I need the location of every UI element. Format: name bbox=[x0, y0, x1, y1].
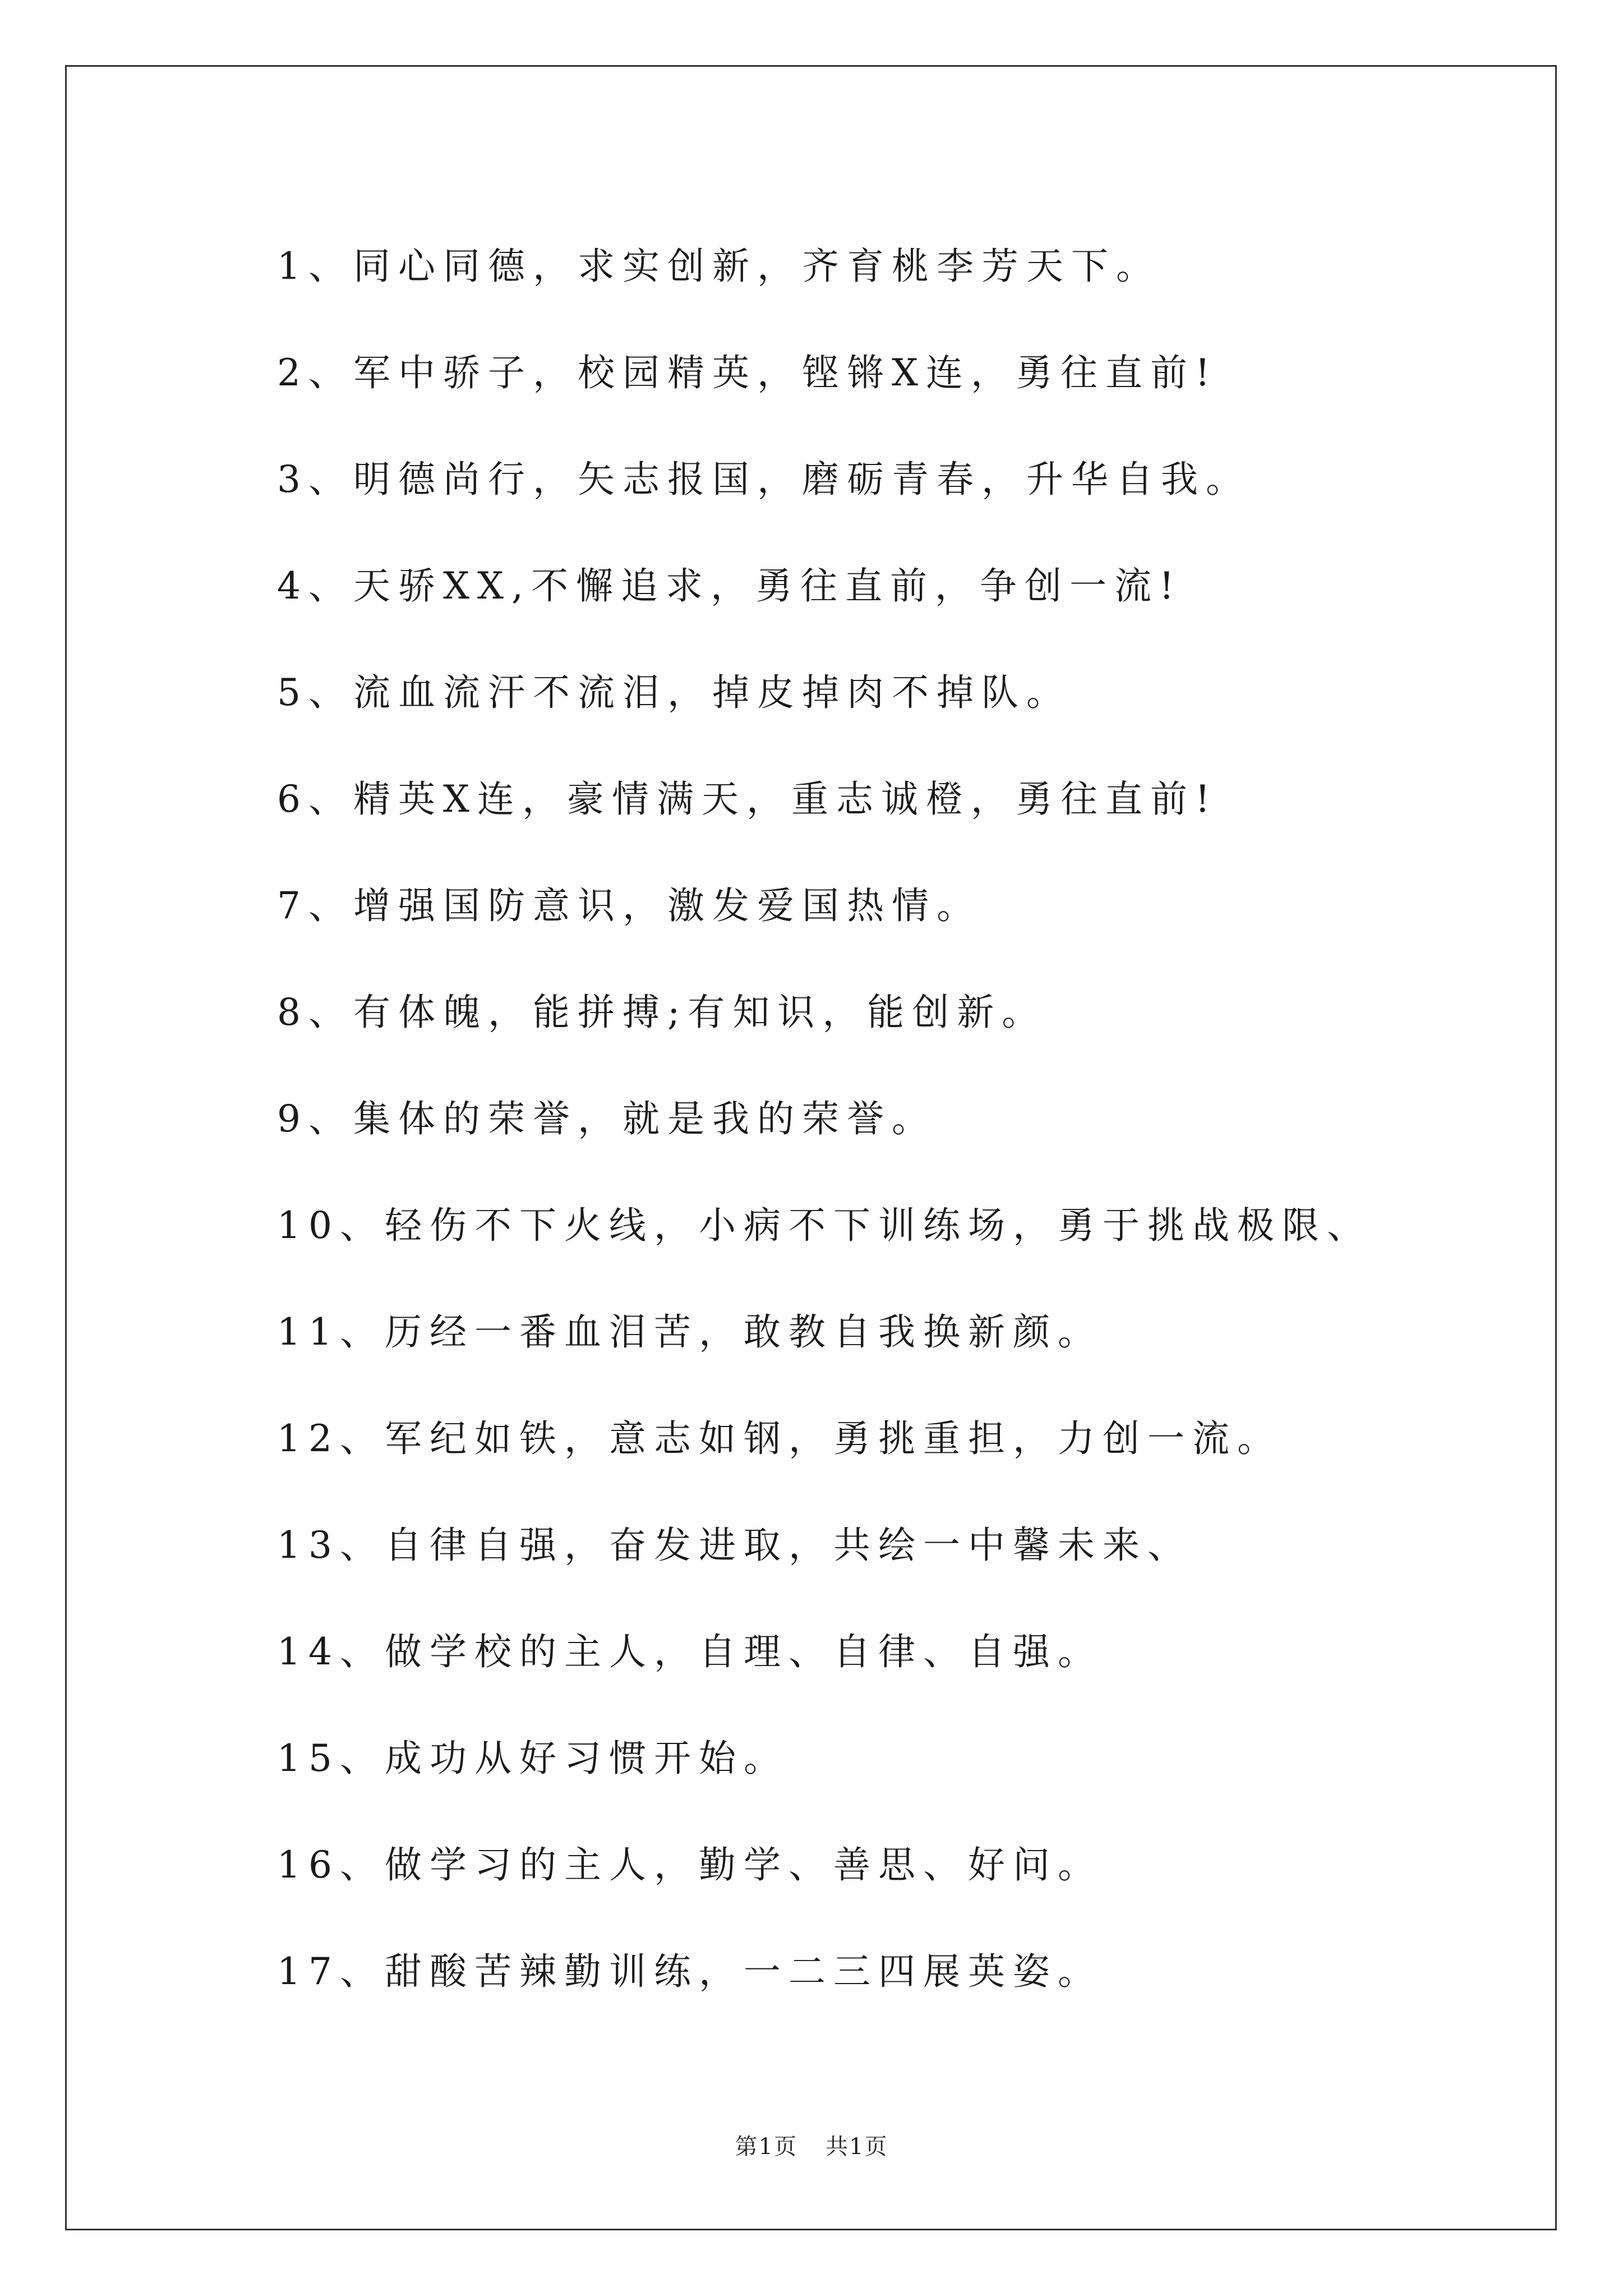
slogan-item: 12、军纪如铁，意志如钢，勇挑重担，力创一流。 bbox=[277, 1417, 1282, 1460]
slogan-list bbox=[277, 213, 1372, 2025]
slogan-item: 5、流血流汗不流泪，掉皮掉肉不掉队。 bbox=[277, 671, 1071, 714]
slogan-item: 3、明德尚行，矢志报国，磨砺青春，升华自我。 bbox=[277, 458, 1251, 501]
slogan-item: 2、军中骄子，校园精英，铿锵X连，勇往直前! bbox=[277, 351, 1218, 394]
slogan-item: 10、轻伤不下火线，小病不下训练场，勇于挑战极限、 bbox=[277, 1204, 1372, 1247]
slogan-item: 15、成功从好习惯开始。 bbox=[277, 1737, 789, 1780]
slogan-item: 1、同心同德，求实创新，齐育桃李芳天下。 bbox=[277, 245, 1161, 288]
slogan-item: 17、甜酸苦辣勤训练，一二三四展英姿。 bbox=[277, 1950, 1103, 1993]
slogan-item: 7、增强国防意识，激发爱国热情。 bbox=[277, 884, 981, 927]
slogan-item: 4、天骄XX,不懈追求，勇往直前，争创一流! bbox=[277, 564, 1182, 608]
slogan-item: 13、自律自强，奋发进取，共绘一中馨未来、 bbox=[277, 1524, 1192, 1567]
page-total: 共1页 bbox=[826, 2134, 888, 2160]
slogan-item: 14、做学校的主人，自理、自律、自强。 bbox=[277, 1630, 1103, 1673]
slogan-item: 6、精英X连，豪情满天，重志诚橙，勇往直前! bbox=[277, 777, 1218, 821]
slogan-item: 8、有体魄，能拼搏;有知识，能创新。 bbox=[277, 991, 1047, 1034]
slogan-item: 9、集体的荣誉，就是我的荣誉。 bbox=[277, 1097, 937, 1140]
slogan-item: 16、做学习的主人，勤学、善思、好问。 bbox=[277, 1843, 1103, 1887]
page-footer bbox=[0, 2129, 1623, 2161]
slogan-item: 11、历经一番血泪苦，敢教自我换新颜。 bbox=[277, 1310, 1103, 1354]
page-number: 第1页 bbox=[735, 2134, 797, 2160]
